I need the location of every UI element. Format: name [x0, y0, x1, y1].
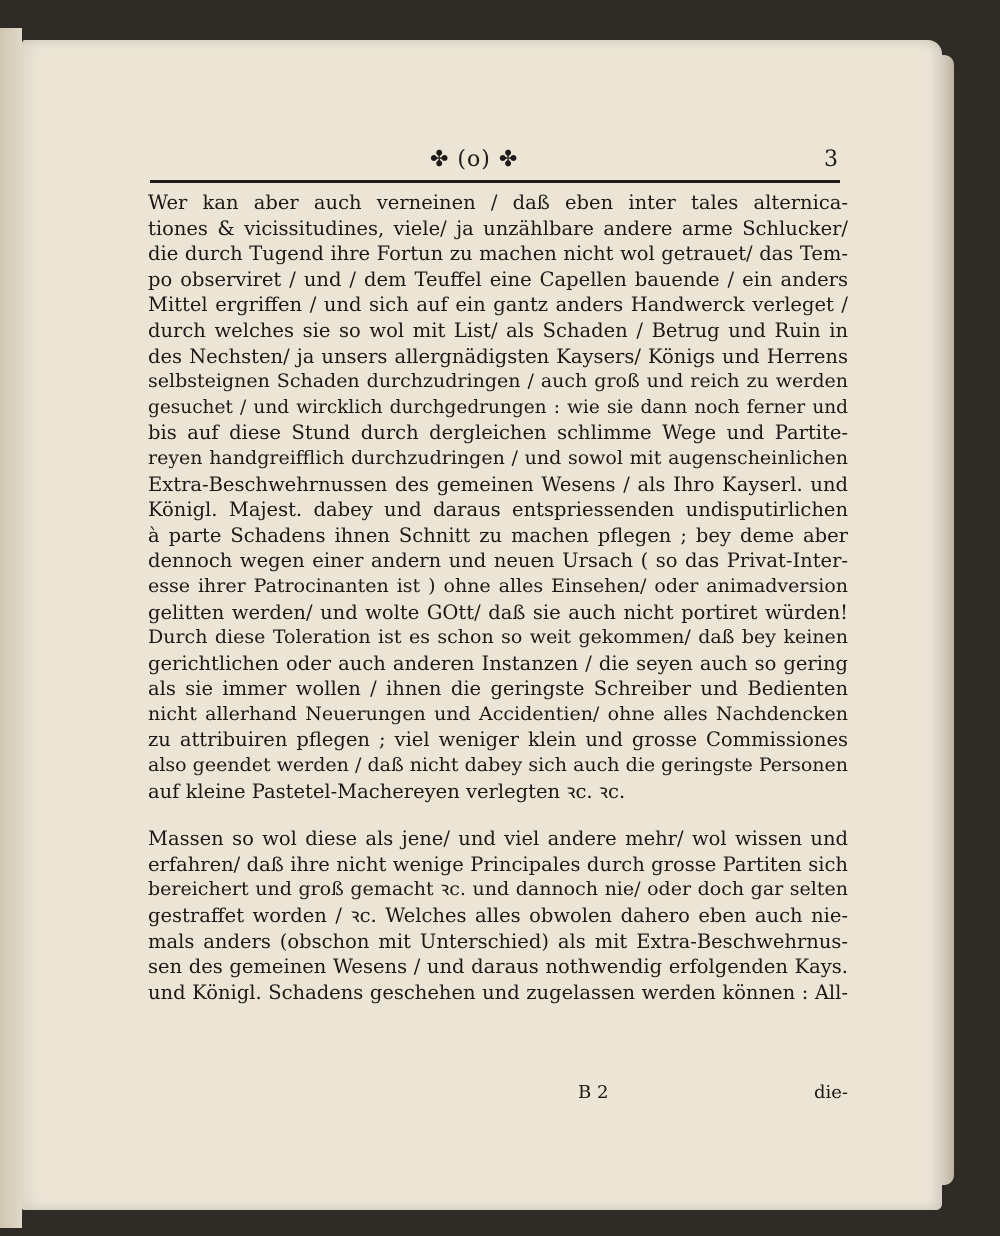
body-text — [148, 190, 848, 1005]
page-footer — [148, 1082, 848, 1106]
text-line: bis auf diese Stund durch dergleichen schlimme Wege und Partite- — [148, 421, 848, 445]
text-line: selbsteignen Schaden durchzudringen / auch groß und reich zu werden — [148, 370, 848, 393]
text-line: Wer kan aber auch verneinen / daß eben inter tales alternica- — [148, 191, 848, 214]
text-line: Durch diese Toleration ist es schon so weit gekommen/ daß bey keinen — [148, 626, 848, 649]
page-number: 3 — [824, 147, 838, 172]
text-line: po observiret / und / dem Teuffel eine Capellen bauende / ein anders — [148, 267, 848, 291]
text-line: und Königl. Schadens geschehen und zugelassen werden können : All- — [148, 980, 848, 1004]
catchword: die- — [813, 1082, 848, 1103]
text-line: Mittel ergriffen / und sich auf ein gantz anders Handwerck verleget / — [148, 293, 848, 317]
header-rule — [150, 180, 840, 183]
text-line: auf kleine Pastetel-Machereyen verlegten ꝛc. ꝛc. — [148, 779, 626, 803]
text-line: à parte Schadens ihnen Schnitt zu machen pflegen ; bey deme aber — [148, 523, 848, 547]
text-line: dennoch wegen einer andern und neuen Ursach ( so das Privat-Inter- — [148, 549, 848, 573]
text-line: tiones & vicissitudines, viele/ ja unzählbare andere arme Schlucker/ — [148, 216, 848, 240]
text-line: reyen handgreifflich durchzudringen / und sowol mit augenscheinlichen — [148, 446, 848, 469]
text-line: gelitten werden/ und wolte GOtt/ daß sie auch nicht portiret würden! — [148, 600, 848, 624]
text-line: gesuchet / und wircklich durchgedrungen : wie sie dann noch ferner und — [148, 396, 848, 418]
text-line: des Nechsten/ ja unsers allergnädigsten Kaysers/ Königs und Herrens — [148, 344, 848, 368]
paragraph-2 — [148, 826, 848, 1005]
page-block-edge — [942, 55, 954, 1185]
text-line: esse ihrer Patrocinanten ist ) ohne alles Einsehen/ oder animadversion — [148, 574, 848, 597]
running-header — [150, 143, 840, 179]
text-line: gestraffet worden / ꝛc. Welches alles obwolen dahero eben auch nie- — [148, 904, 848, 928]
text-line: also geendet werden / daß nicht dabey sich auch die geringste Personen — [148, 754, 848, 777]
text-line: mals anders (obschon mit Unterschied) als mit Extra-Beschwehrnus- — [148, 929, 848, 953]
text-line: zu attribuiren pflegen ; viel weniger klein und grosse Commissiones — [148, 728, 848, 752]
text-line: als sie immer wollen / ihnen die geringste Schreiber und Bedienten — [148, 677, 848, 701]
text-line: erfahren/ daß ihre nicht wenige Principales durch grosse Partiten sich — [148, 852, 848, 876]
text-line: Massen so wol diese als jene/ und viel andere mehr/ wol wissen und — [148, 827, 848, 851]
text-line: bereichert und groß gemacht ꝛc. und dannoch nie/ oder doch gar selten — [148, 878, 848, 901]
text-line: die durch Tugend ihre Fortun zu machen nicht wol getrauet/ das Tem- — [148, 242, 848, 266]
text-line: durch welches sie so wol mit List/ als Schaden / Betrug und Ruin in — [148, 318, 848, 342]
text-line: Extra-Beschwehrnussen des gemeinen Wesens / als Ihro Kayserl. und — [148, 472, 848, 496]
paragraph-1 — [148, 190, 848, 804]
text-line: gerichtlichen oder auch anderen Instanzen / die seyen auch so gering — [148, 651, 848, 675]
signature-mark: B 2 — [578, 1082, 609, 1103]
adjacent-page-edge — [0, 28, 22, 1228]
header-ornament: ✤ (o) ✤ — [430, 147, 519, 172]
text-line: nicht allerhand Neuerungen und Accidentien/ ohne alles Nachdencken — [148, 702, 848, 725]
text-line: Königl. Majest. dabey und daraus entspriessenden undisputirlichen — [148, 498, 848, 522]
text-line: sen des gemeinen Wesens / und daraus nothwendig erfolgenden Kays. — [148, 955, 848, 979]
